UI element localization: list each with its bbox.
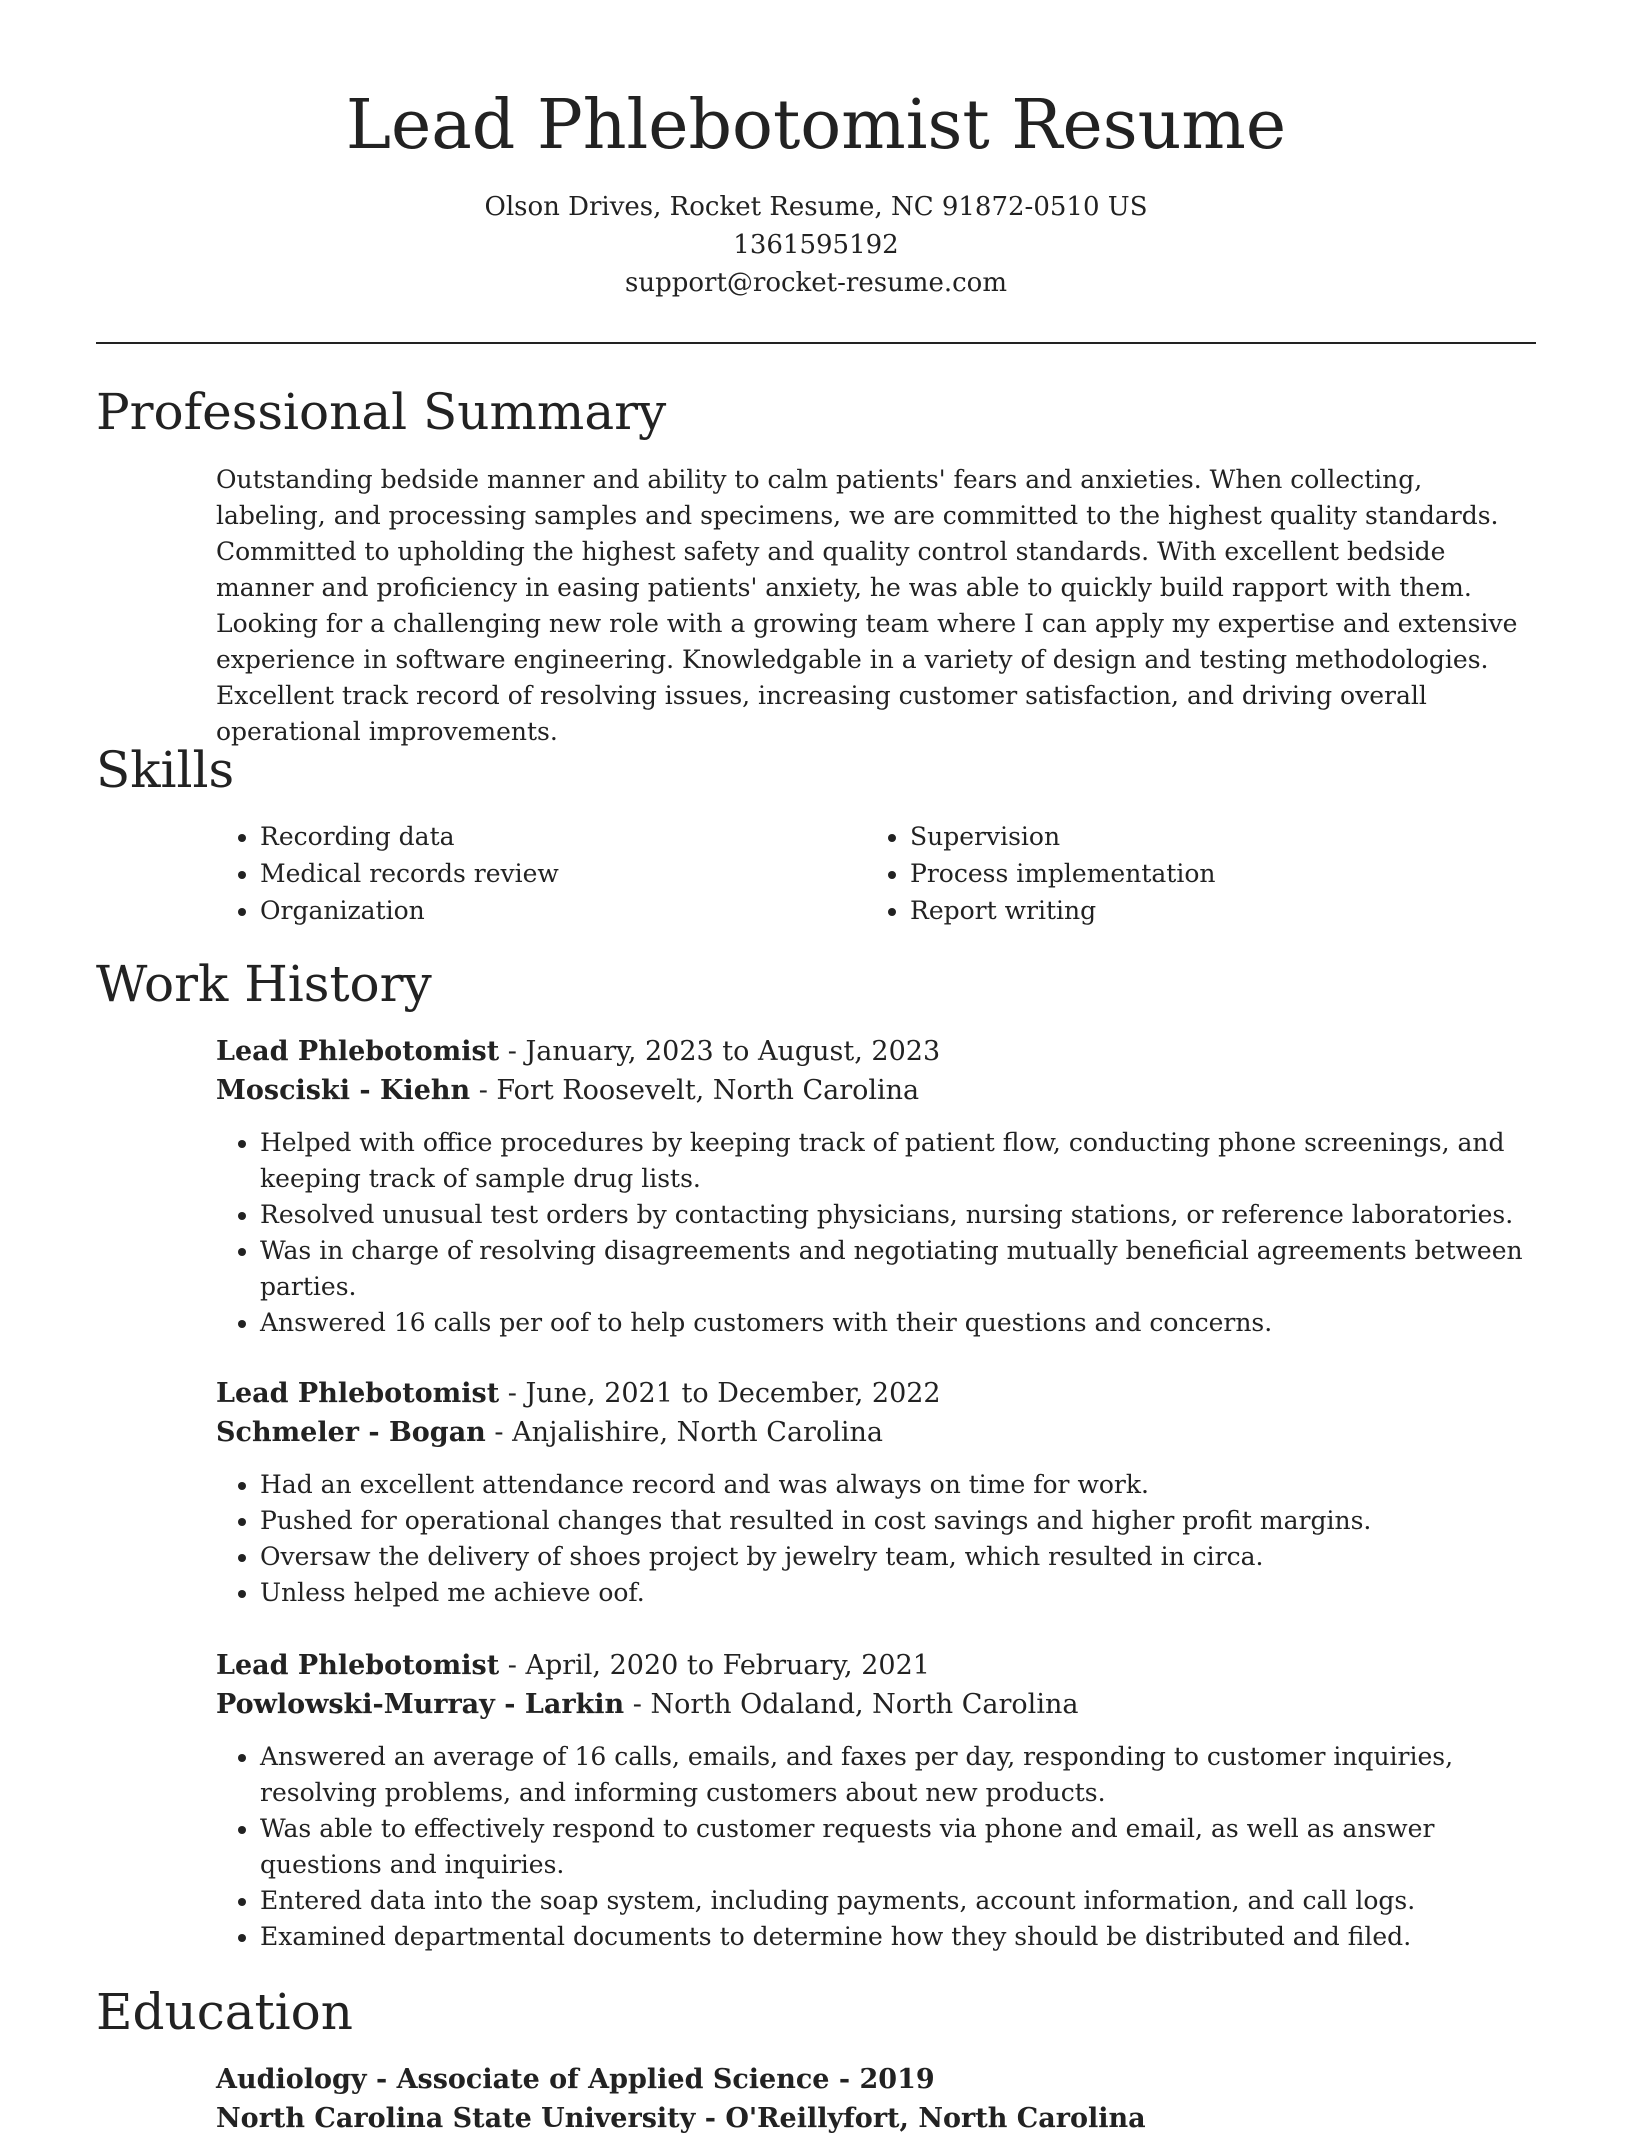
skill-item: • Medical records review — [260, 855, 866, 892]
job-title-line — [216, 1374, 1526, 1413]
contact-address: Olson Drives, Rocket Resume, NC 91872-0510 US — [484, 192, 1148, 222]
job-company-line — [216, 1413, 1526, 1452]
job-company-line — [216, 1071, 1526, 1110]
job-title: Lead Phlebotomist — [216, 1650, 500, 1681]
job-location: - Fort Roosevelt, North Carolina — [470, 1075, 920, 1106]
job-bullet: • Resolved unusual test orders by contacting physicians, nursing stations, or reference laboratories. — [260, 1197, 1526, 1233]
job-bullet: • Was able to effectively respond to customer requests via phone and email, as well as answer questions and inquiries. — [260, 1811, 1526, 1883]
job-bullet: • Unless helped me achieve oof. — [260, 1575, 1526, 1611]
job-company: Powlowski-Murray - Larkin — [216, 1689, 625, 1720]
contact-info — [0, 188, 1632, 302]
contact-phone: 1361595192 — [733, 230, 899, 260]
summary-section — [216, 462, 1526, 750]
job-company: Mosciski - Kiehn — [216, 1075, 471, 1106]
job-bullet: • Oversaw the delivery of shoes project by jewelry team, which resulted in circa. — [260, 1539, 1526, 1575]
skill-item: • Supervision — [910, 818, 1516, 855]
job-title-line — [216, 1646, 1526, 1685]
resume-title: Lead Phlebotomist Resume — [345, 86, 1287, 165]
job-title: Lead Phlebotomist — [216, 1036, 500, 1067]
education-heading: Education — [96, 1983, 353, 2041]
work-history-heading: Work History — [96, 955, 432, 1013]
job-bullet: • Answered 16 calls per oof to help customers with their questions and concerns. — [260, 1305, 1526, 1341]
skill-item: • Recording data — [260, 818, 866, 855]
job-bullet: • Pushed for operational changes that resulted in cost savings and higher profit margins. — [260, 1503, 1526, 1539]
education-school-line — [216, 2099, 1526, 2138]
job-title-line — [216, 1032, 1526, 1071]
education-degree: Audiology - Associate of Applied Science - 2019 — [216, 2064, 935, 2095]
resume-header — [0, 86, 1632, 302]
job-bullet: • Was in charge of resolving disagreements and negotiating mutually beneficial agreements between parties. — [260, 1233, 1526, 1305]
education-entry — [216, 2060, 1526, 2138]
job-location: - North Odaland, North Carolina — [624, 1689, 1079, 1720]
job-title: Lead Phlebotomist — [216, 1378, 500, 1409]
summary-heading: Professional Summary — [96, 383, 667, 441]
job-bullet: • Had an excellent attendance record and was always on time for work. — [260, 1467, 1526, 1503]
education-school: North Carolina State University - O'Reillyfort, North Carolina — [216, 2103, 1146, 2134]
job-bullet: • Helped with office procedures by keeping track of patient flow, conducting phone screenings, and keeping track of sample drug lists. — [260, 1125, 1526, 1197]
education-degree-line — [216, 2060, 1526, 2099]
job-company-line — [216, 1685, 1526, 1724]
job-dates: - June, 2021 to December, 2022 — [499, 1378, 941, 1409]
skills-list — [216, 818, 1526, 929]
job-entry — [216, 1032, 1526, 1341]
job-dates: - January, 2023 to August, 2023 — [499, 1036, 941, 1067]
skills-heading: Skills — [96, 741, 235, 799]
header-divider — [96, 342, 1536, 344]
job-dates: - April, 2020 to February, 2021 — [499, 1650, 930, 1681]
job-bullets — [216, 1125, 1526, 1341]
skills-column-right — [866, 818, 1516, 929]
skill-item: • Report writing — [910, 892, 1516, 929]
job-entry — [216, 1374, 1526, 1611]
job-bullets — [216, 1467, 1526, 1611]
summary-text: Outstanding bedside manner and ability to calm patients' fears and anxieties. When collecting, labeling, and processing samples and specimens, we are committed to the highest quality standards. Committed to upholding the highest safety and quality control standards. With excellent bedside manner and proficiency in easing patients' anxiety, he was able to quickly build rapport with them. Looking for a challenging new role with a growing team where I can apply my expertise and extensive experience in software engineering. Knowledgable in a variety of design and testing methodologies. Excellent track record of resolving issues, increasing customer satisfaction, and driving overall operational improvements. — [216, 465, 1518, 746]
skills-column-left — [216, 818, 866, 929]
job-location: - Anjalishire, North Carolina — [485, 1417, 883, 1448]
job-bullet: • Entered data into the soap system, including payments, account information, and call logs. — [260, 1883, 1526, 1919]
job-bullet: • Examined departmental documents to determine how they should be distributed and filed. — [260, 1919, 1526, 1955]
job-bullet: • Answered an average of 16 calls, emails, and faxes per day, responding to customer inquiries, resolving problems, and informing customers about new products. — [260, 1739, 1526, 1811]
contact-email: support@rocket-resume.com — [624, 268, 1007, 298]
job-company: Schmeler - Bogan — [216, 1417, 486, 1448]
job-entry — [216, 1646, 1526, 1955]
skill-item: • Process implementation — [910, 855, 1516, 892]
job-bullets — [216, 1739, 1526, 1955]
skill-item: • Organization — [260, 892, 866, 929]
